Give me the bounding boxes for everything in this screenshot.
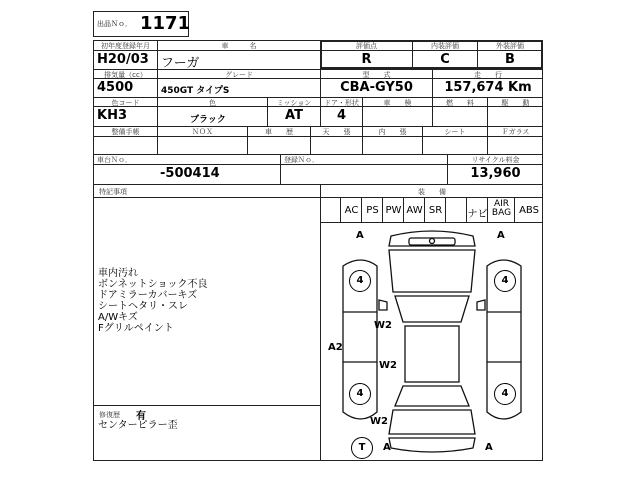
door-shape-label: ドア・形状 bbox=[324, 99, 359, 107]
recycle-fee-label: リサイクル料金 bbox=[471, 156, 520, 164]
interior-trim-label: 内 張 bbox=[378, 128, 407, 136]
rear-bumper-outline bbox=[389, 438, 475, 452]
inspection-expiry-label: 車 検 bbox=[383, 99, 412, 107]
car-name: フーガ bbox=[161, 56, 200, 71]
emblem-front bbox=[430, 239, 435, 244]
drive-label: 駆 動 bbox=[501, 99, 530, 107]
roof-outline bbox=[405, 326, 459, 382]
interior-grade-label: 内装評価 bbox=[431, 42, 459, 50]
remark-line: Fグリルペイント bbox=[98, 323, 174, 334]
equipment-label: 装 備 bbox=[418, 188, 446, 196]
exterior-grade: B bbox=[505, 52, 515, 67]
tire-rear-right: 4 bbox=[494, 383, 516, 405]
right-mirror bbox=[477, 300, 485, 310]
entry-number-box bbox=[93, 11, 189, 37]
front-glass-label: Ｆガラス bbox=[501, 128, 530, 136]
equip-airbag: AIR BAG bbox=[491, 199, 512, 218]
trunk-outline bbox=[389, 410, 475, 434]
car-diagram bbox=[321, 222, 543, 460]
color-code: KH3 bbox=[97, 108, 127, 123]
color-label: 色 bbox=[209, 99, 216, 107]
tire-rear-left: 4 bbox=[349, 383, 371, 405]
equip-ac: AC bbox=[344, 205, 359, 216]
nox-label: ＮＯＸ bbox=[192, 128, 213, 136]
hood-outline bbox=[389, 250, 475, 292]
score: R bbox=[361, 52, 372, 67]
spare-tire: T bbox=[351, 437, 373, 459]
interior-grade: C bbox=[440, 52, 450, 67]
color-code-label: 色コード bbox=[111, 99, 140, 107]
equip-pw: PW bbox=[385, 205, 402, 216]
equip-navi: ナビ bbox=[467, 209, 488, 220]
repair-history-value: 有 bbox=[136, 411, 146, 422]
left-mirror bbox=[379, 300, 387, 310]
remark-line: シートヘタリ・スレ bbox=[98, 301, 188, 312]
repair-history-label: 修復歴 bbox=[99, 411, 120, 419]
transmission: AT bbox=[285, 108, 303, 123]
grade: 450GT タイプS bbox=[161, 86, 230, 96]
headliner-label: 天 張 bbox=[322, 128, 351, 136]
mark-front-right: A bbox=[497, 230, 505, 241]
tire-front-left: 4 bbox=[349, 270, 371, 292]
tire-front-right: 4 bbox=[494, 270, 516, 292]
car-name-label: 車 名 bbox=[221, 42, 257, 50]
remark-line: 車内汚れ bbox=[98, 268, 138, 279]
mark-left-panel: A2 bbox=[328, 342, 343, 353]
mark-rear-right: A bbox=[485, 442, 493, 453]
rear-window-outline bbox=[395, 386, 469, 406]
first-registration-label: 初年度登録年月 bbox=[101, 42, 150, 50]
entry-number-label: 出品Ｎｏ． bbox=[97, 20, 132, 28]
registration-number-label: 登録Ｎｏ． bbox=[284, 156, 319, 164]
door-count: 4 bbox=[336, 108, 347, 123]
mark-rear-quarter: W2 bbox=[370, 416, 388, 427]
mileage-label: 走 行 bbox=[474, 71, 502, 79]
seat-label: シート bbox=[444, 128, 466, 136]
mark-left-front-door: W2 bbox=[374, 320, 392, 331]
entry-number: 1171 bbox=[140, 13, 191, 34]
score-label: 評価点 bbox=[356, 42, 377, 50]
exterior-grade-label: 外装評価 bbox=[496, 42, 524, 50]
first-registration: H20/03 bbox=[97, 52, 149, 67]
mark-front-left: A bbox=[356, 230, 364, 241]
model-code-label: 型 式 bbox=[362, 71, 391, 79]
transmission-label: ミッション bbox=[276, 99, 312, 107]
equip-ps: PS bbox=[366, 205, 379, 216]
equip-sr: SR bbox=[428, 205, 443, 216]
body-color: ブラック bbox=[190, 115, 226, 125]
displacement: 4500 bbox=[97, 80, 134, 95]
displacement-label: 排気量（cc） bbox=[104, 71, 147, 79]
mileage: 157,674 Km bbox=[444, 80, 532, 95]
remark-line: ドアミラーカバーキズ bbox=[98, 290, 198, 301]
maintenance-record-label: 整備手帳 bbox=[111, 128, 140, 136]
mark-left-rear-door: W2 bbox=[379, 360, 397, 371]
windshield-outline bbox=[395, 296, 469, 322]
repair-note: センターピラー歪 bbox=[98, 420, 178, 431]
model-code: CBA-GY50 bbox=[340, 80, 413, 95]
equip-abs: ABS bbox=[519, 205, 539, 216]
chassis-number-label: 車台Ｎｏ． bbox=[97, 156, 132, 164]
remarks-label: 特記事項 bbox=[99, 188, 127, 196]
mark-rear-left: A bbox=[383, 442, 391, 453]
remark-line: A/Wキズ bbox=[98, 312, 138, 323]
chassis-number: -500414 bbox=[160, 166, 220, 181]
vehicle-history-label: 車 歴 bbox=[265, 128, 293, 136]
grade-label: グレード bbox=[225, 71, 253, 79]
fuel-label: 燃 料 bbox=[446, 99, 474, 107]
equip-aw: AW bbox=[406, 205, 423, 216]
remark-line: ボンネットショック不良 bbox=[98, 279, 208, 290]
recycle-fee: 13,960 bbox=[470, 166, 521, 181]
